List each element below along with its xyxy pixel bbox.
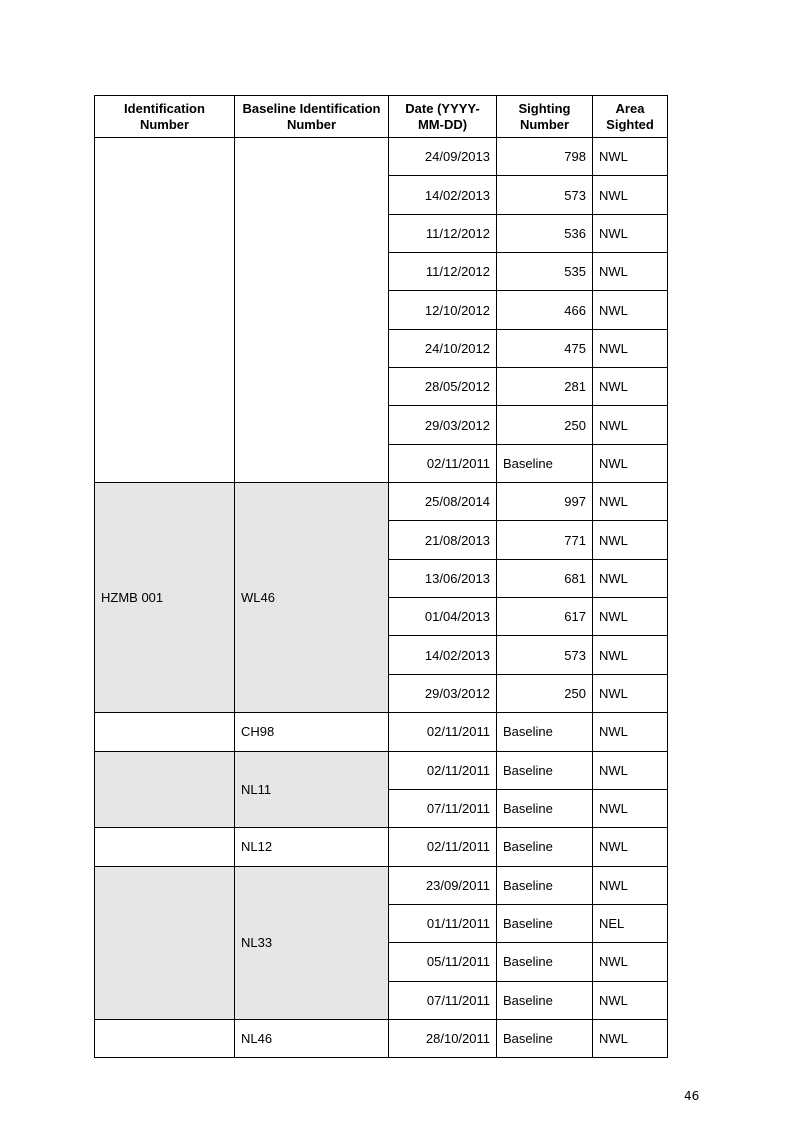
area-sighted-cell: NWL (593, 138, 668, 176)
area-sighted-cell: NWL (593, 674, 668, 712)
sighting-number-cell: Baseline (497, 866, 593, 904)
sighting-number-cell: 250 (497, 674, 593, 712)
area-sighted-cell: NWL (593, 636, 668, 674)
identification-number-cell (95, 828, 235, 866)
area-sighted-cell: NWL (593, 406, 668, 444)
baseline-identification-cell: NL12 (235, 828, 389, 866)
identification-number-cell (95, 866, 235, 1019)
sighting-number-cell: 281 (497, 368, 593, 406)
sighting-number-cell: 798 (497, 138, 593, 176)
area-sighted-cell: NWL (593, 981, 668, 1019)
date-cell: 02/11/2011 (389, 751, 497, 789)
identification-number-cell (95, 713, 235, 751)
date-cell: 11/12/2012 (389, 214, 497, 252)
date-cell: 11/12/2012 (389, 253, 497, 291)
area-sighted-cell: NWL (593, 559, 668, 597)
area-sighted-cell: NWL (593, 598, 668, 636)
area-sighted-cell: NWL (593, 483, 668, 521)
date-cell: 05/11/2011 (389, 943, 497, 981)
area-sighted-cell: NWL (593, 444, 668, 482)
sighting-number-cell: Baseline (497, 751, 593, 789)
sighting-number-cell: 536 (497, 214, 593, 252)
area-sighted-cell: NWL (593, 866, 668, 904)
area-sighted-cell: NWL (593, 329, 668, 367)
identification-number-cell (95, 751, 235, 828)
sighting-number-cell: 681 (497, 559, 593, 597)
area-sighted-cell: NWL (593, 291, 668, 329)
baseline-identification-cell: NL33 (235, 866, 389, 1019)
date-cell: 01/04/2013 (389, 598, 497, 636)
area-sighted-cell: NWL (593, 713, 668, 751)
area-sighted-cell: NWL (593, 368, 668, 406)
area-sighted-cell: NWL (593, 789, 668, 827)
sighting-number-cell: Baseline (497, 981, 593, 1019)
identification-number-cell (95, 138, 235, 483)
date-cell: 01/11/2011 (389, 904, 497, 942)
identification-number-cell: HZMB 001 (95, 483, 235, 713)
identification-number-cell (95, 1019, 235, 1057)
area-sighted-cell: NWL (593, 253, 668, 291)
area-sighted-cell: NEL (593, 904, 668, 942)
table-row (95, 828, 668, 866)
date-cell: 14/02/2013 (389, 636, 497, 674)
date-cell: 28/10/2011 (389, 1019, 497, 1057)
baseline-identification-cell: WL46 (235, 483, 389, 713)
table-row (95, 866, 668, 904)
date-cell: 28/05/2012 (389, 368, 497, 406)
date-cell: 21/08/2013 (389, 521, 497, 559)
area-sighted-cell: NWL (593, 943, 668, 981)
sightings-table (94, 95, 668, 1058)
header-area-sighted: Area Sighted (593, 96, 668, 138)
sighting-number-cell: 250 (497, 406, 593, 444)
sighting-number-cell: 573 (497, 636, 593, 674)
header-sighting-number: Sighting Number (497, 96, 593, 138)
baseline-identification-cell: CH98 (235, 713, 389, 751)
date-cell: 23/09/2011 (389, 866, 497, 904)
date-cell: 24/10/2012 (389, 329, 497, 367)
sighting-number-cell: 771 (497, 521, 593, 559)
date-cell: 29/03/2012 (389, 406, 497, 444)
sighting-number-cell: 475 (497, 329, 593, 367)
sighting-number-cell: Baseline (497, 943, 593, 981)
sighting-number-cell: 466 (497, 291, 593, 329)
table-row (95, 138, 668, 176)
header-identification-number: Identification Number (95, 96, 235, 138)
sighting-number-cell: Baseline (497, 904, 593, 942)
date-cell: 07/11/2011 (389, 789, 497, 827)
baseline-identification-cell (235, 138, 389, 483)
table-row (95, 713, 668, 751)
sighting-number-cell: Baseline (497, 713, 593, 751)
table-row (95, 751, 668, 789)
sighting-number-cell: 573 (497, 176, 593, 214)
date-cell: 29/03/2012 (389, 674, 497, 712)
date-cell: 25/08/2014 (389, 483, 497, 521)
header-baseline-identification-number: Baseline Identification Number (235, 96, 389, 138)
area-sighted-cell: NWL (593, 828, 668, 866)
area-sighted-cell: NWL (593, 214, 668, 252)
date-cell: 13/06/2013 (389, 559, 497, 597)
area-sighted-cell: NWL (593, 521, 668, 559)
date-cell: 14/02/2013 (389, 176, 497, 214)
date-cell: 07/11/2011 (389, 981, 497, 1019)
sighting-number-cell: Baseline (497, 444, 593, 482)
date-cell: 02/11/2011 (389, 444, 497, 482)
date-cell: 02/11/2011 (389, 713, 497, 751)
date-cell: 12/10/2012 (389, 291, 497, 329)
sighting-number-cell: Baseline (497, 789, 593, 827)
date-cell: 02/11/2011 (389, 828, 497, 866)
area-sighted-cell: NWL (593, 176, 668, 214)
baseline-identification-cell: NL11 (235, 751, 389, 828)
sighting-number-cell: 617 (497, 598, 593, 636)
sighting-number-cell: Baseline (497, 828, 593, 866)
header-date: Date (YYYY-MM-DD) (389, 96, 497, 138)
sighting-number-cell: 535 (497, 253, 593, 291)
date-cell: 24/09/2013 (389, 138, 497, 176)
table-row (95, 1019, 668, 1057)
area-sighted-cell: NWL (593, 751, 668, 789)
table-body (95, 138, 668, 1058)
area-sighted-cell: NWL (593, 1019, 668, 1057)
page-number: 46 (684, 1089, 700, 1103)
baseline-identification-cell: NL46 (235, 1019, 389, 1057)
sighting-number-cell: 997 (497, 483, 593, 521)
table-header-row (95, 96, 668, 138)
table-row (95, 483, 668, 521)
sighting-number-cell: Baseline (497, 1019, 593, 1057)
